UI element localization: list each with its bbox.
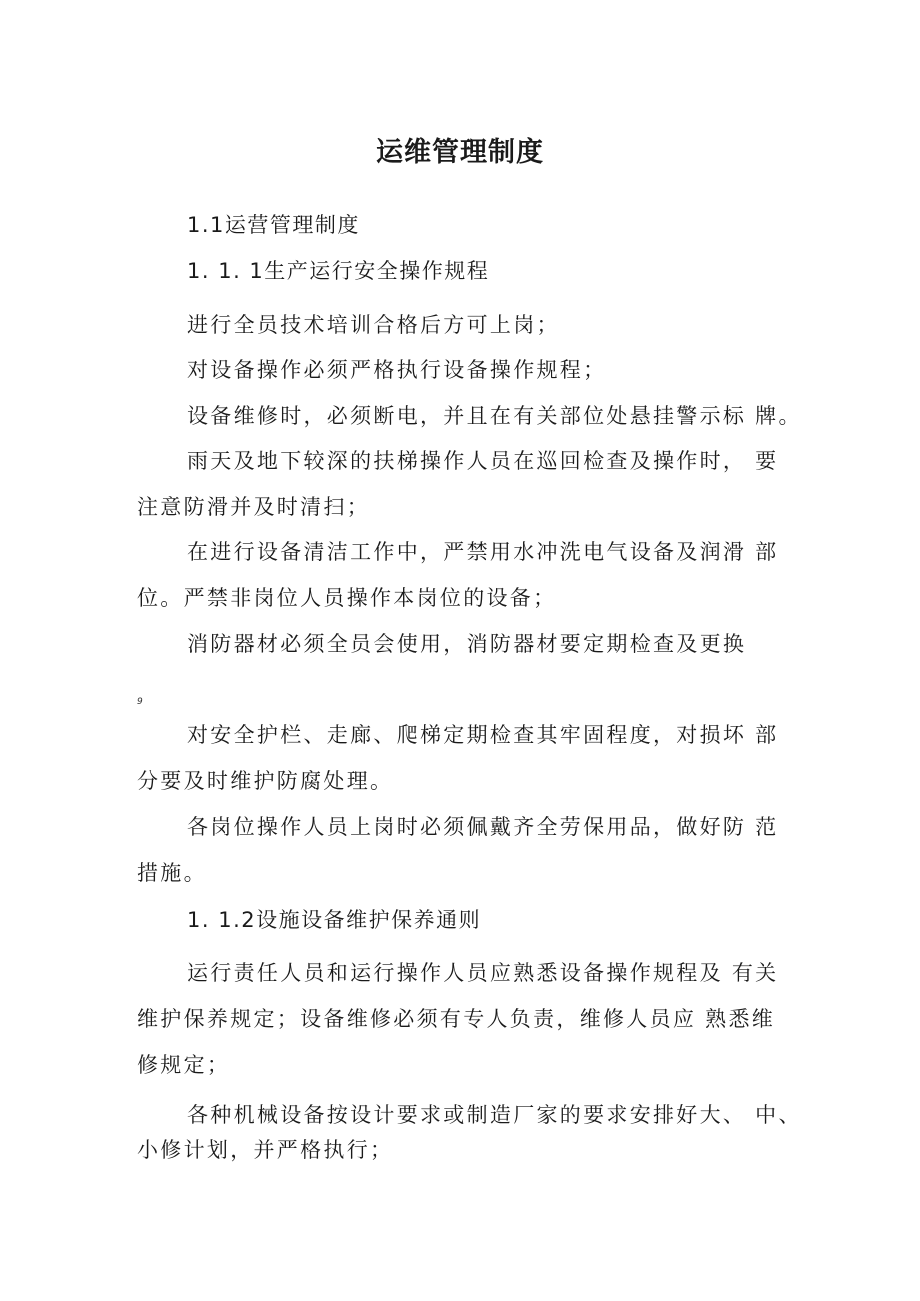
paragraph-continuation-line: 位。严禁非岗位人员操作本岗位的设备； xyxy=(137,586,557,610)
paragraph-line: 进行全员技术培训合格后方可上岗； xyxy=(187,313,560,337)
paragraph-continuation-line: 注意防滑并及时清扫； xyxy=(137,495,370,519)
paragraph-line: 各岗位操作人员上岗时必须佩戴齐全劳保用品，做好防 范 xyxy=(187,815,779,839)
subsection-heading-1-1-1: 1. 1. 1生产运行安全操作规程 xyxy=(187,259,490,283)
paragraph-line: 雨天及地下较深的扶梯操作人员在巡回检查及操作时， 要 xyxy=(187,449,779,473)
paragraph-line: 对安全护栏、走廊、爬梯定期检查其牢固程度，对损坏 部 xyxy=(187,723,779,747)
paragraph-line: 设备维修时，必须断电，并且在有关部位处悬挂警示标 牌。 xyxy=(187,404,802,428)
paragraph-continuation-line: 修规定； xyxy=(137,1053,231,1077)
subsection-heading-1-1-2: 1. 1.2设施设备维护保养通则 xyxy=(187,908,482,932)
paragraph-line: 在进行设备清洁工作中，严禁用水冲洗电气设备及润滑 部 xyxy=(187,540,779,564)
document-title: 运维管理制度 xyxy=(376,137,544,168)
paragraph-line: 各种机械设备按设计要求或制造厂家的要求安排好大、 中、 xyxy=(187,1103,802,1127)
paragraph-line: 消防器材必须全员会使用，消防器材要定期检查及更换 xyxy=(187,632,747,656)
paragraph-line: 运行责任人员和运行操作人员应熟悉设备操作规程及 有关 xyxy=(187,961,779,985)
section-heading-1-1: 1.1运营管理制度 xyxy=(187,213,360,237)
paragraph-continuation-line: 维护保养规定；设备维修必须有专人负责，维修人员应 熟悉维 xyxy=(137,1007,776,1031)
paragraph-continuation-line: 分要及时维护防腐处理。 xyxy=(137,769,394,793)
paragraph-continuation-line: 措施。 xyxy=(137,861,207,885)
paragraph-continuation-line: 小修计划，并严格执行； xyxy=(137,1138,394,1162)
paragraph-line: 对设备操作必须严格执行设备操作规程； xyxy=(187,358,607,382)
stray-mark: 9 xyxy=(137,697,143,707)
